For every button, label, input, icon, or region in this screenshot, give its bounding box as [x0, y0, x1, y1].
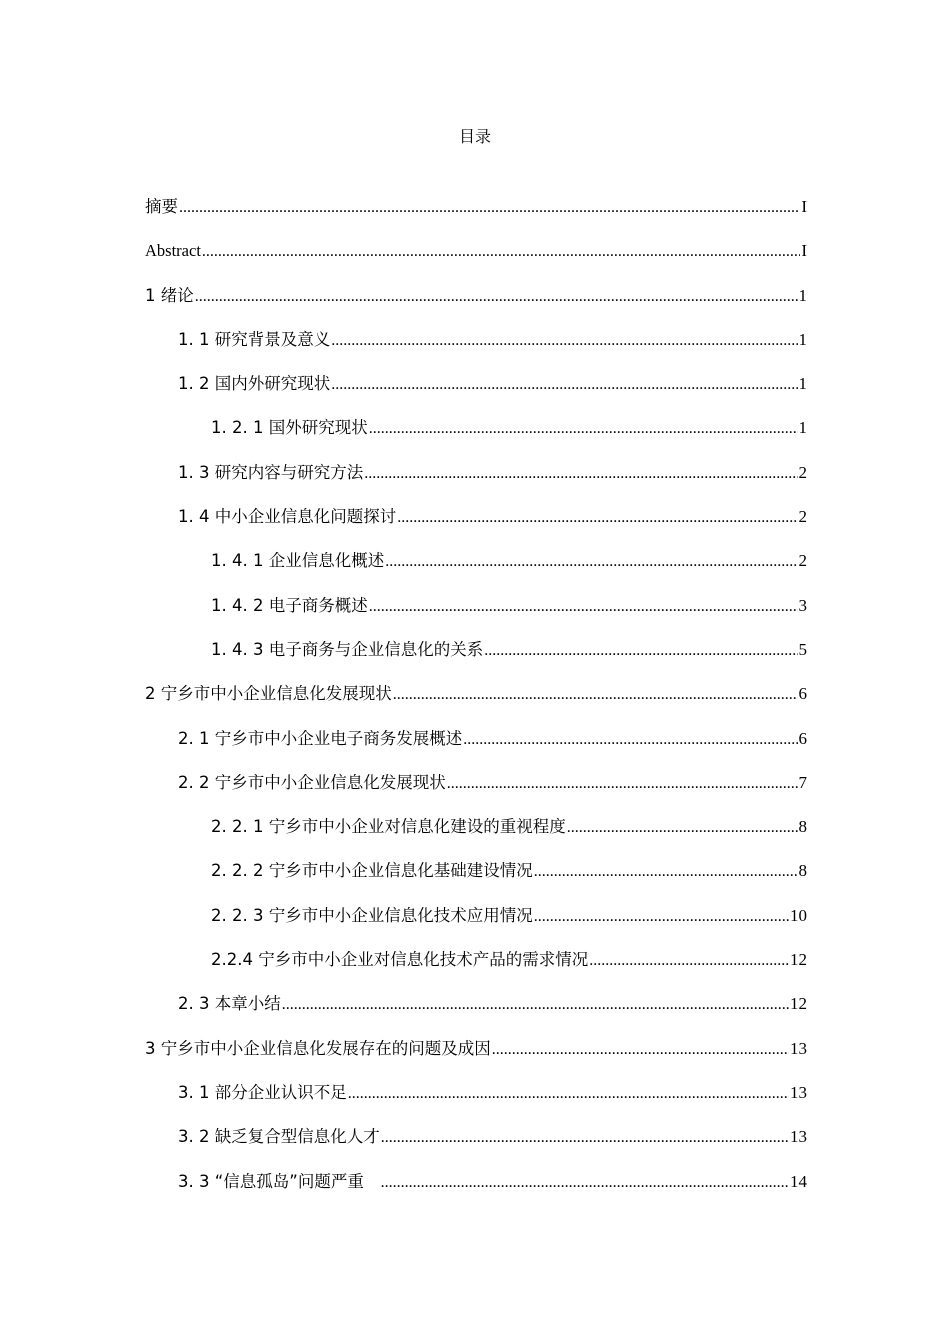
- toc-dot-leader: [385, 546, 797, 578]
- toc-entry[interactable]: [145, 1166, 807, 1210]
- toc-entry-page: 8: [798, 817, 807, 837]
- toc-entry-page: 5: [798, 639, 807, 659]
- toc-entry[interactable]: [145, 280, 807, 324]
- toc-entry-label: 2 宁乡市中小企业信息化发展现状: [145, 684, 392, 704]
- toc-entry-label: 1 绪论: [145, 285, 194, 305]
- toc-dot-leader: [534, 856, 798, 888]
- toc-entry-label: 3 宁乡市中小企业信息化发展存在的问题及成因: [145, 1038, 491, 1058]
- toc-entry[interactable]: [145, 457, 807, 501]
- toc-entry-label: 1. 4. 2 电子商务概述: [211, 595, 368, 615]
- toc-entry[interactable]: [145, 811, 807, 855]
- toc-entry[interactable]: [145, 324, 807, 368]
- toc-entry-page: 1: [798, 285, 807, 305]
- toc-entry-label: 3. 3 “信息孤岛”问题严重: [178, 1171, 380, 1191]
- toc-entry-label: 1. 4. 3 电子商务与企业信息化的关系: [211, 639, 484, 659]
- toc-entry-label: 2. 2. 3 宁乡市中小企业信息化技术应用情况: [211, 905, 533, 925]
- toc-dot-leader: [331, 325, 797, 357]
- toc-entry-label: 1. 4. 1 企业信息化概述: [211, 551, 385, 571]
- toc-entry[interactable]: [145, 767, 807, 811]
- toc-dot-leader: [492, 1034, 789, 1066]
- toc-entry-page: 6: [798, 728, 807, 748]
- toc-entry[interactable]: [145, 501, 807, 545]
- toc-entry-page: 12: [790, 950, 807, 970]
- toc-entry-label: 1. 2. 1 国外研究现状: [211, 418, 368, 438]
- toc-entry-page: 6: [798, 684, 807, 704]
- toc-title: 目录: [458, 127, 491, 146]
- toc-entry[interactable]: [145, 634, 807, 678]
- toc-entry-page: 12: [790, 994, 807, 1014]
- toc-entry-label: 摘要: [145, 197, 178, 216]
- toc-entry-page: 7: [798, 772, 807, 792]
- toc-entry-page: 3: [798, 595, 807, 615]
- toc-entry-page: 1: [798, 329, 807, 349]
- toc-entry-page: 13: [790, 1082, 807, 1102]
- toc-entry[interactable]: [145, 1121, 807, 1165]
- toc-entry[interactable]: [145, 988, 807, 1032]
- toc-dot-leader: [567, 812, 798, 844]
- toc-entry[interactable]: [145, 191, 807, 235]
- toc-entry-page: 1: [798, 418, 807, 438]
- toc-entry[interactable]: [145, 1077, 807, 1121]
- toc-dot-leader: [589, 945, 789, 977]
- toc-entry[interactable]: [145, 678, 807, 722]
- toc-entry[interactable]: [145, 368, 807, 412]
- toc-entry[interactable]: [145, 723, 807, 767]
- toc-entry-label: 2.2.4 宁乡市中小企业对信息化技术产品的需求情况: [211, 950, 589, 970]
- toc-entry-label: 2. 2. 1 宁乡市中小企业对信息化建设的重视程度: [211, 817, 566, 837]
- toc-dot-leader: [534, 901, 789, 933]
- toc-dot-leader: [331, 369, 797, 401]
- toc-dot-leader: [381, 1167, 789, 1199]
- toc-dot-leader: [179, 192, 800, 224]
- toc-entry-page: 10: [790, 905, 807, 925]
- toc-entry[interactable]: [145, 944, 807, 988]
- toc-entry-label: Abstract: [145, 241, 201, 261]
- toc-entry-label: 3. 1 部分企业认识不足: [178, 1082, 347, 1102]
- toc-entry-page: 13: [790, 1038, 807, 1058]
- toc-entry-page: 14: [790, 1171, 807, 1191]
- toc-dot-leader: [364, 458, 797, 490]
- toc-dot-leader: [393, 679, 798, 711]
- toc-entry-label: 1. 4 中小企业信息化问题探讨: [178, 507, 397, 527]
- toc-entry-page: 1: [798, 374, 807, 394]
- toc-entry-page: 2: [798, 507, 807, 527]
- toc-entry-label: 2. 1 宁乡市中小企业电子商务发展概述: [178, 728, 463, 748]
- toc-entry[interactable]: [145, 900, 807, 944]
- toc-entry-label: 3. 2 缺乏复合型信息化人才: [178, 1127, 380, 1147]
- toc-entry-page: 2: [798, 462, 807, 482]
- toc-entry-label: 2. 3 本章小结: [178, 994, 281, 1014]
- toc-dot-leader: [195, 281, 798, 313]
- table-of-contents: [145, 191, 807, 1210]
- toc-entry[interactable]: [145, 545, 807, 589]
- toc-dot-leader: [381, 1122, 789, 1154]
- toc-entry[interactable]: [145, 855, 807, 899]
- toc-dot-leader: [369, 591, 798, 623]
- toc-entry-page: 13: [790, 1127, 807, 1147]
- toc-entry-page: 2: [798, 551, 807, 571]
- toc-entry-page: I: [801, 197, 807, 216]
- toc-entry-label: 1. 1 研究背景及意义: [178, 329, 331, 349]
- toc-entry-label: 1. 3 研究内容与研究方法: [178, 462, 364, 482]
- toc-entry-page: I: [801, 241, 807, 261]
- toc-entry-label: 2. 2. 2 宁乡市中小企业信息化基础建设情况: [211, 861, 533, 881]
- toc-dot-leader: [282, 989, 789, 1021]
- toc-entry[interactable]: [145, 412, 807, 456]
- toc-entry[interactable]: [145, 235, 807, 279]
- toc-entry-label: 2. 2 宁乡市中小企业信息化发展现状: [178, 772, 446, 792]
- toc-entry[interactable]: [145, 590, 807, 634]
- toc-entry[interactable]: [145, 1033, 807, 1077]
- toc-dot-leader: [463, 724, 797, 756]
- toc-entry-page: 8: [798, 861, 807, 881]
- toc-dot-leader: [447, 768, 798, 800]
- toc-entry-label: 1. 2 国内外研究现状: [178, 374, 331, 394]
- toc-dot-leader: [369, 413, 798, 445]
- toc-dot-leader: [348, 1078, 789, 1110]
- toc-dot-leader: [484, 635, 797, 667]
- toc-dot-leader: [202, 236, 800, 268]
- toc-dot-leader: [397, 502, 797, 534]
